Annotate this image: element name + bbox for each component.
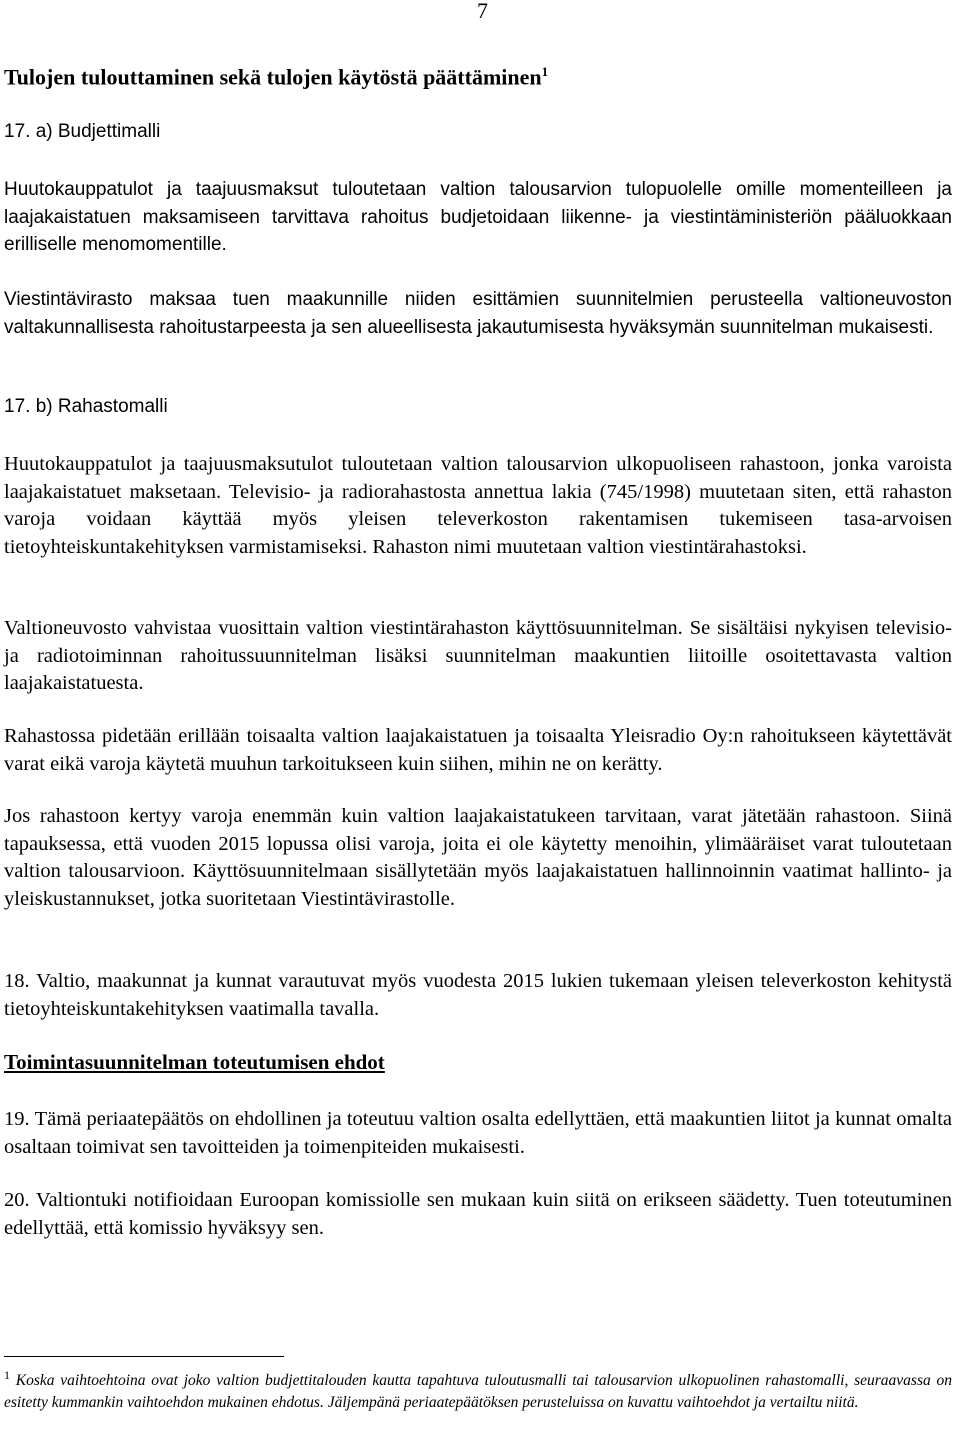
footnote-number: 1 — [4, 1368, 10, 1382]
paragraph-17a-1: Huutokauppatulot ja taajuusmaksut tuloutetaan valtion talousarvion tulopuolelle omille momenteilleen ja laajakaistatuen maksamiseen tarvittava rahoitus budjetoidaan liikenne- ja viestintäministeriön pääluokkaan erilliselle menomomentille. — [4, 179, 952, 255]
footnote-separator — [4, 1356, 284, 1357]
footnote — [4, 1364, 952, 1414]
subheading-17b: 17. b) Rahastomalli — [4, 396, 168, 417]
page-number: 7 — [477, 0, 488, 23]
paragraph-18: 18. Valtio, maakunnat ja kunnat varautuvat myös vuodesta 2015 lukien tukemaan yleisen televerkoston kehitystä tietoyhteiskuntakehityksen vaatimalla tavalla. — [4, 970, 952, 1020]
paragraph-17a-2: Viestintävirasto maksaa tuen maakunnille niiden esittämien suunnitelmien perusteella valtioneuvoston valtakunnallisesta rahoitustarpeesta ja sen alueellisesta jakautumisesta hyväksymän suunnitelman mukaisesti. — [4, 289, 952, 338]
section-heading-text: Tulojen tulouttaminen sekä tulojen käytöstä päättäminen — [4, 64, 542, 90]
paragraph-17b-2: Valtioneuvosto vahvistaa vuosittain valtion viestintärahaston käyttösuunnitelman. Se sisältäisi nykyisen televisio- ja radiotoiminnan rahoitussuunnitelman lisäksi suunnitelman maakuntien liitoille osoitettavasta valtion laajakaistatuesta. — [4, 617, 952, 694]
paragraph-17b-1: Huutokauppatulot ja taajuusmaksutulot tuloutetaan valtion talousarvion ulkopuoliseen rahastoon, jonka varoista laajakaistatuet maksetaan. Televisio- ja radiorahastosta annettua lakia (745/1998) muutetaan siten, että rahaston varoja voidaan käyttää myös yleisen televerkoston rakentamisen tukemiseen tasa-arvoisen tietoyhteiskuntakehityksen varmistamiseksi. Rahaston nimi muutetaan valtion viestintärahastoksi. — [4, 453, 952, 558]
footnote-ref: 1 — [541, 64, 549, 79]
paragraph-20: 20. Valtiontuki notifioidaan Euroopan komissiolle sen mukaan kuin siitä on erikseen säädetty. Tuen toteutuminen edellyttää, että komissio hyväksyy sen. — [4, 1189, 952, 1239]
paragraph-19: 19. Tämä periaatepäätös on ehdollinen ja toteutuu valtion osalta edellyttäen, että maakuntien liitot ja kunnat omalta osaltaan toimivat sen tavoitteiden ja toimenpiteiden mukaisesti. — [4, 1108, 952, 1158]
heading-conditions: Toimintasuunnitelman toteutumisen ehdot — [4, 1050, 385, 1074]
paragraph-17b-3: Rahastossa pidetään erillään toisaalta valtion laajakaistatuen ja toisaalta Yleisradio Oy:n rahoitukseen käytettävät varat eikä varoja käytetä muuhun tarkoitukseen kuin siihen, mihin ne on kerätty. — [4, 725, 952, 775]
section-heading — [4, 64, 952, 90]
paragraph-17b-4: Jos rahastoon kertyy varoja enemmän kuin valtion laajakaistatukeen tarvitaan, varat jätetään rahastoon. Siinä tapauksessa, että vuoden 2015 lopussa olisi varoja, joita ei ole käytetty menoihin, ylimääräiset varat tuloutetaan valtion talousarvioon. Käyttösuunnitelmaan sisällytetään myös laajakaistatuen hallinnoinnin vaatimat hallinto- ja yleiskustannukset, jotka suoritetaan Viestintävirastolle. — [4, 805, 952, 910]
subheading-17a: 17. a) Budjettimalli — [4, 121, 161, 142]
footnote-text: Koska vaihtoehtoina ovat joko valtion budjettitalouden kautta tapahtuva tuloutusmalli tai talousarvion ulkopuolinen rahastomalli, seuraavassa on esitetty kummankin vaihtoehdon mukainen ehdotus. Jäljempänä periaatepäätöksen perusteluissa on kuvattu vaihtoehdot ja vertailtu niitä. — [4, 1372, 952, 1412]
